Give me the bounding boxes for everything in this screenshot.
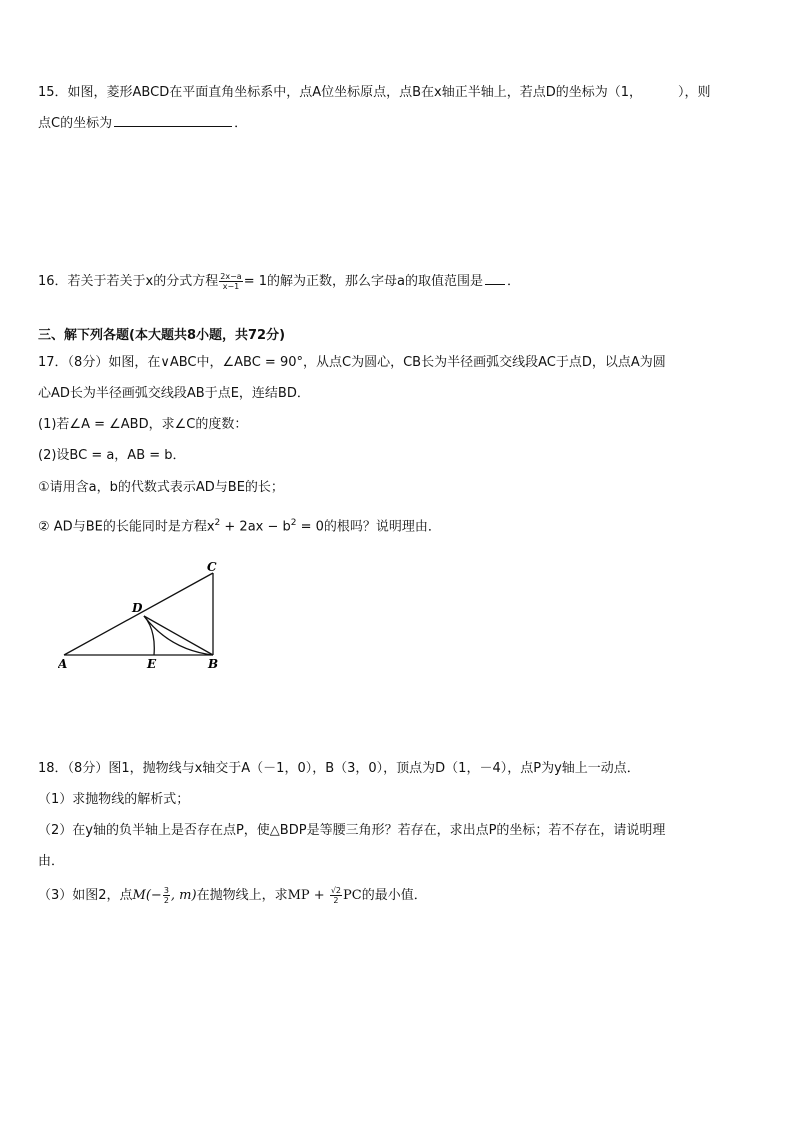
q18-expr-fraction bbox=[330, 886, 342, 905]
q15-line2 bbox=[38, 114, 247, 133]
q18-paren-left: (− bbox=[145, 888, 162, 903]
q18-part3-mid: 在抛物线上，求 bbox=[196, 888, 288, 903]
q16-text-post: 的解为正数，那么字母a的取值范围是 bbox=[266, 274, 483, 289]
q17-line2: 心AD长为半径画弧交线段AB于点E，连结BD． bbox=[38, 386, 310, 401]
q18-expr-a: MP + bbox=[287, 888, 329, 903]
q17-sub2-pre: ② AD与BE的长能同时是方程x bbox=[38, 519, 215, 535]
q17-sub2-mid: + 2ax − b bbox=[220, 519, 291, 535]
q18-paren-right: , m) bbox=[170, 888, 197, 903]
q18-part2a: （2）在y轴的负半轴上是否存在点P，使△BDP是等腰三角形？若存在，求出点P的坐标；若不存在，请说明理 bbox=[38, 823, 666, 838]
q18-m-fraction bbox=[163, 886, 170, 905]
q17-part2: (2)设BC = a，AB = b． bbox=[38, 448, 186, 463]
q16-text-pre: 16．若关于若关于x的分式方程 bbox=[38, 274, 219, 289]
q18-m-frac-num: 3 bbox=[163, 886, 169, 895]
q17-sub1: ①请用含a，b的代数式表示AD与BE的长； bbox=[38, 480, 284, 495]
q17-sub2 bbox=[38, 514, 441, 536]
label-c: C bbox=[207, 560, 217, 574]
q15-text1-end: ），则 bbox=[678, 85, 711, 100]
q18-point-m: M bbox=[132, 888, 146, 903]
q18-part3 bbox=[38, 886, 427, 905]
q15-text2-end: ． bbox=[234, 116, 248, 131]
q17-line1: 17．（8分）如图，在∨ABC中，∠ABC = 90°，从点C为圆心，CB长为半径画弧交线段AC于点D，以点A为圆 bbox=[38, 355, 666, 370]
label-d: D bbox=[132, 601, 143, 615]
q17-part1: (1)若∠A = ∠ABD，求∠C的度数： bbox=[38, 417, 248, 432]
q15-line1 bbox=[38, 84, 711, 102]
q17-triangle-figure bbox=[58, 560, 238, 672]
q18-expr-b: PC bbox=[343, 888, 362, 903]
section3-heading: 三、解下列各题(本大题共8小题，共72分) bbox=[38, 328, 286, 343]
q17-sup1: 2 bbox=[214, 518, 221, 528]
q18-part3-pre: （3）如图2，点 bbox=[38, 888, 133, 903]
q15-text1: 15．如图，菱形ABCD在平面直角坐标系中，点A位坐标原点，点B在x轴正半轴上，若点D的坐标为（1， bbox=[38, 85, 642, 100]
q15-text2: 点C的坐标为 bbox=[38, 116, 113, 131]
q16-answer-blank bbox=[485, 272, 505, 285]
q18-part2b: 由． bbox=[38, 854, 65, 869]
q18-line1: 18．（8分）图1，抛物线与x轴交于A（－1，0），B（3，0），顶点为D（1，－4），点P为y轴上一动点． bbox=[38, 761, 640, 776]
q16-frac-den: x−1 bbox=[222, 282, 240, 291]
q18-expr-frac-den: 2 bbox=[333, 896, 339, 905]
label-a: A bbox=[58, 657, 68, 671]
label-b: B bbox=[208, 657, 219, 671]
q17-sub2-post: = 0的根吗？说明理由． bbox=[296, 519, 441, 535]
q16-frac-num: 2x−a bbox=[220, 272, 242, 281]
q18-part3-post: 的最小值． bbox=[361, 888, 427, 903]
q18-m-frac-den: 2 bbox=[163, 896, 169, 905]
q17-sup2: 2 bbox=[290, 518, 297, 528]
q18-expr-frac-num: √2 bbox=[330, 886, 342, 895]
q16-line bbox=[38, 272, 520, 291]
q16-text-end: ． bbox=[506, 274, 520, 289]
q18-part1: （1）求抛物线的解析式； bbox=[38, 792, 190, 807]
q15-answer-blank bbox=[114, 114, 232, 127]
q16-frac-eq: = 1 bbox=[243, 274, 267, 289]
label-e: E bbox=[147, 657, 157, 671]
q16-fraction bbox=[219, 272, 242, 291]
